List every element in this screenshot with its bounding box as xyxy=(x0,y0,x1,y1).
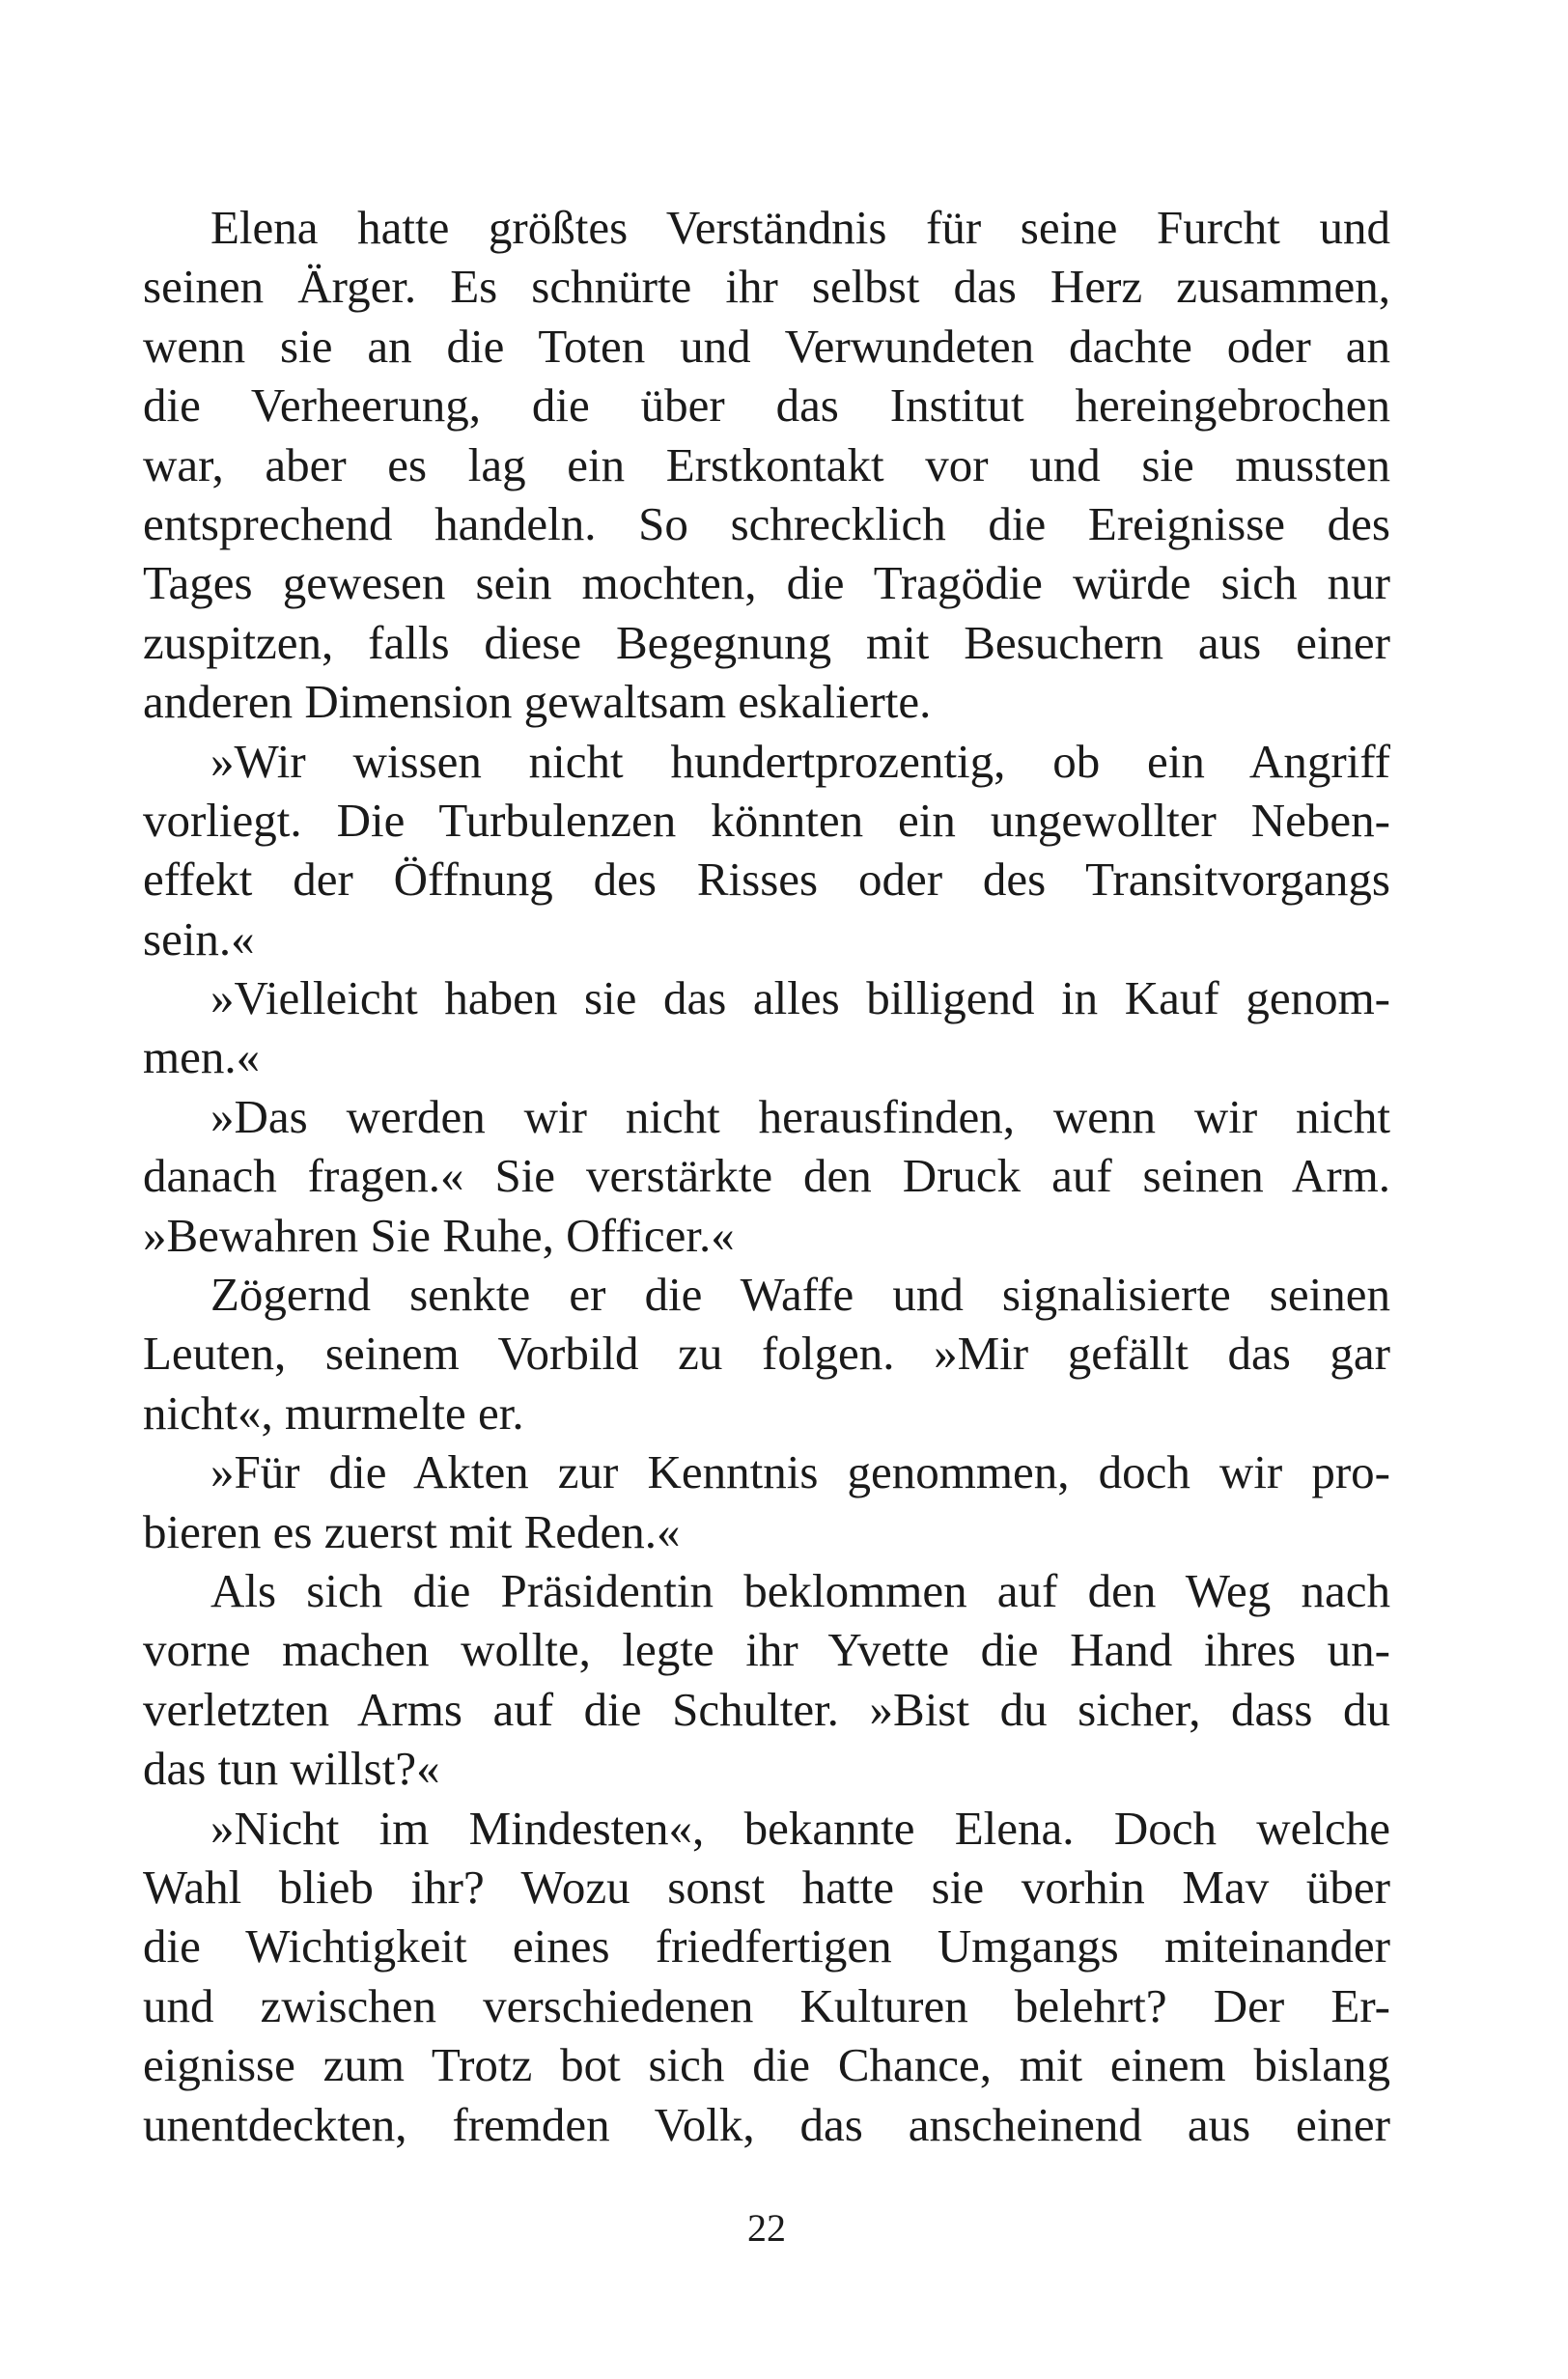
text-line: anderen Dimension gewaltsam eskalierte. xyxy=(143,675,932,729)
text-line: »Für die Akten zur Kenntnis genommen, doch wir pro- xyxy=(210,1445,1390,1499)
text-line: nicht«, murmelte er. xyxy=(143,1385,524,1440)
text-line: verletzten Arms auf die Schulter. »Bist du sicher, dass du xyxy=(143,1682,1390,1736)
text-line: Zögernd senkte er die Waffe und signalisierte seinen xyxy=(210,1268,1390,1322)
text-line: »Das werden wir nicht herausfinden, wenn wir nicht xyxy=(210,1089,1390,1143)
text-line: Leuten, seinem Vorbild zu folgen. »Mir gefällt das gar xyxy=(143,1327,1390,1381)
text-line: »Wir wissen nicht hundertprozentig, ob ein Angriff xyxy=(210,734,1390,788)
text-line: Wahl blieb ihr? Wozu sonst hatte sie vorhin Mav über xyxy=(143,1860,1390,1914)
text-line: unentdeckten, fremden Volk, das anscheinend aus einer xyxy=(143,2097,1390,2151)
text-line: Elena hatte größtes Verständnis für seine Furcht und xyxy=(210,201,1390,254)
text-line: und zwischen verschiedenen Kulturen belehrt? Der Er- xyxy=(143,1978,1390,2032)
text-line: bieren es zuerst mit Reden.« xyxy=(143,1504,681,1558)
text-line: Tages gewesen sein mochten, die Tragödie würde sich nur xyxy=(143,556,1390,610)
text-line: »Nicht im Mindesten«, bekannte Elena. Doch welche xyxy=(210,1801,1390,1855)
text-line: das tun willst?« xyxy=(143,1742,440,1796)
text-line: danach fragen.« Sie verstärkte den Druck auf seinen Arm. xyxy=(143,1149,1390,1203)
text-line: eignisse zum Trotz bot sich die Chance, mit einem bislang xyxy=(143,2038,1390,2092)
text-line: entsprechend handeln. So schrecklich die Ereignisse des xyxy=(143,496,1390,550)
text-line: »Bewahren Sie Ruhe, Officer.« xyxy=(143,1208,735,1262)
text-line: die Wichtigkeit eines friedfertigen Umgangs miteinander xyxy=(143,1919,1390,1973)
text-line: men.« xyxy=(143,1030,261,1084)
body-text xyxy=(143,198,1390,2154)
text-line: seinen Ärger. Es schnürte ihr selbst das Herz zusammen, xyxy=(143,260,1390,314)
text-line: zuspitzen, falls diese Begegnung mit Besuchern aus einer xyxy=(143,615,1390,669)
page-number: 22 xyxy=(747,2206,786,2250)
text-line: sein.« xyxy=(143,911,255,966)
text-line: war, aber es lag ein Erstkontakt vor und sie mussten xyxy=(143,437,1390,491)
text-line: vorliegt. Die Turbulenzen könnten ein ungewollter Neben- xyxy=(143,793,1390,847)
text-line: wenn sie an die Toten und Verwundeten dachte oder an xyxy=(143,319,1390,373)
text-line: die Verheerung, die über das Institut hereingebrochen xyxy=(143,378,1390,433)
text-line: vorne machen wollte, legte ihr Yvette die Hand ihres un- xyxy=(143,1623,1390,1677)
text-line: Als sich die Präsidentin beklommen auf den Weg nach xyxy=(210,1563,1390,1617)
text-line: »Vielleicht haben sie das alles billigend in Kauf genom- xyxy=(210,971,1390,1025)
text-line: effekt der Öffnung des Risses oder des Transitvorgangs xyxy=(143,853,1390,907)
